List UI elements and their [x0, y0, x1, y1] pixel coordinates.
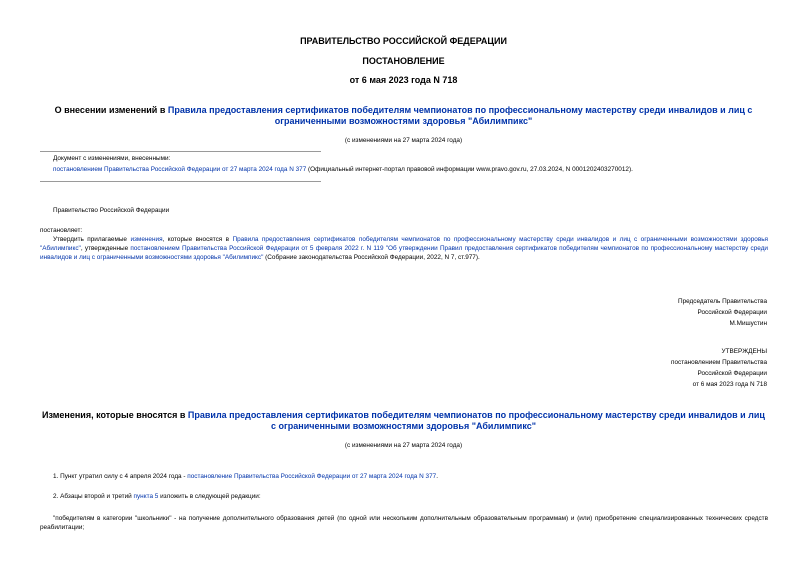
- signature-line-1: Председатель Правительства: [678, 298, 767, 305]
- p1-text-a: Утвердить прилагаемые: [53, 236, 131, 243]
- signature-line-2: Российской Федерации: [697, 309, 767, 316]
- title-prefix: О внесении изменений в: [54, 105, 168, 115]
- changes-revision-note: (с изменениями на 27 марта 2024 года): [344, 442, 463, 449]
- decrees-text: постановляет:: [40, 227, 83, 234]
- amendments-bottom-divider: [40, 181, 321, 182]
- approved-line-3: Российской Федерации: [697, 370, 767, 377]
- changes-rules-link[interactable]: Правила предоставления сертификатов победителям чемпионатов по профессиональному мастерству среди инвалидов и лиц с ограниченными возможностями здоровья "Абилимпикс": [187, 410, 765, 431]
- government-heading: ПРАВИТЕЛЬСТВО РОССИЙСКОЙ ФЕДЕРАЦИИ: [300, 36, 507, 46]
- approved-block: [467, 347, 767, 389]
- item-1-text: 1. Пункт утратил силу с 4 апреля 2024 года -: [53, 473, 188, 480]
- approved-line-1: УТВЕРЖДЕНЫ: [721, 348, 767, 355]
- signature-line-3: М.Мишустин: [729, 320, 767, 327]
- item-2-link[interactable]: пункта 5: [133, 493, 159, 500]
- item-2-text: 2. Абзацы второй и третий: [53, 493, 134, 500]
- item-2-end: изложить в следующей редакции:: [158, 493, 261, 500]
- approved-line-4: от 6 мая 2023 года N 718: [692, 381, 767, 388]
- date-number-heading: от 6 мая 2023 года N 718: [349, 75, 458, 85]
- p1-text-b: , которые вносятся в: [162, 236, 233, 243]
- quote-paragraph: "победителям в категории "школьники" - на получение дополнительного образования детей (по одной или нескольким дополнительным образовательным программам) и (или) приобретение специализированных технических средств реабилитации;: [40, 515, 768, 531]
- p1-text-c: , утвержденные: [80, 245, 131, 252]
- decree-119-link[interactable]: постановлением Правительства Российской Федерации от 5 февраля 2022 г. N 119 "Об утверждении Правил предоставления сертификатов победителям чемпионатов по профессиональному мастерству среди инвалидов и лиц с ограниченными возможностями здоровья "Абилимпикс": [40, 245, 768, 261]
- paragraph-approve: [40, 235, 768, 262]
- revision-note: (с изменениями на 27 марта 2024 года): [344, 137, 463, 144]
- rules-link[interactable]: Правила предоставления сертификатов победителям чемпионатов по профессиональному мастерству среди инвалидов и лиц с ограниченными возможностями здоровья "Абилимпикс": [167, 105, 753, 126]
- rules-link-body[interactable]: Правила предоставления сертификатов победителям чемпионатов по профессиональному мастерству среди инвалидов и лиц с ограниченными возможностями здоровья "Абилимпикс": [40, 236, 769, 252]
- document-title: [42, 105, 765, 127]
- doc-type-heading: ПОСТАНОВЛЕНИЕ: [362, 56, 445, 66]
- amendment-publication: (Официальный интернет-портал правовой информации www.pravo.gov.ru, 27.03.2024, N 0001202403270012).: [306, 166, 633, 173]
- item-1-link[interactable]: постановление Правительства Российской Федерации от 27 марта 2024 года N 377: [187, 473, 437, 480]
- amendment-decree-link[interactable]: постановлением Правительства Российской Федерации от 27 марта 2024 года N 377: [53, 166, 307, 173]
- approved-line-2: постановлением Правительства: [671, 359, 767, 366]
- signature-block: [467, 297, 767, 328]
- p1-text-d: (Собрание законодательства Российской Федерации, 2022, N 7, ст.977).: [263, 254, 480, 261]
- changes-title: [42, 410, 765, 432]
- changes-title-prefix: Изменения, которые вносятся в: [42, 410, 188, 420]
- amendments-label: Документ с изменениями, внесенными:: [53, 155, 171, 162]
- amendments-top-divider: [40, 151, 321, 152]
- changes-link[interactable]: изменения: [130, 236, 163, 243]
- amendments-source: [53, 165, 633, 174]
- item-1: [53, 472, 438, 481]
- issuer-text: Правительство Российской Федерации: [53, 207, 170, 214]
- item-1-end: .: [436, 473, 438, 480]
- item-2: [53, 492, 261, 501]
